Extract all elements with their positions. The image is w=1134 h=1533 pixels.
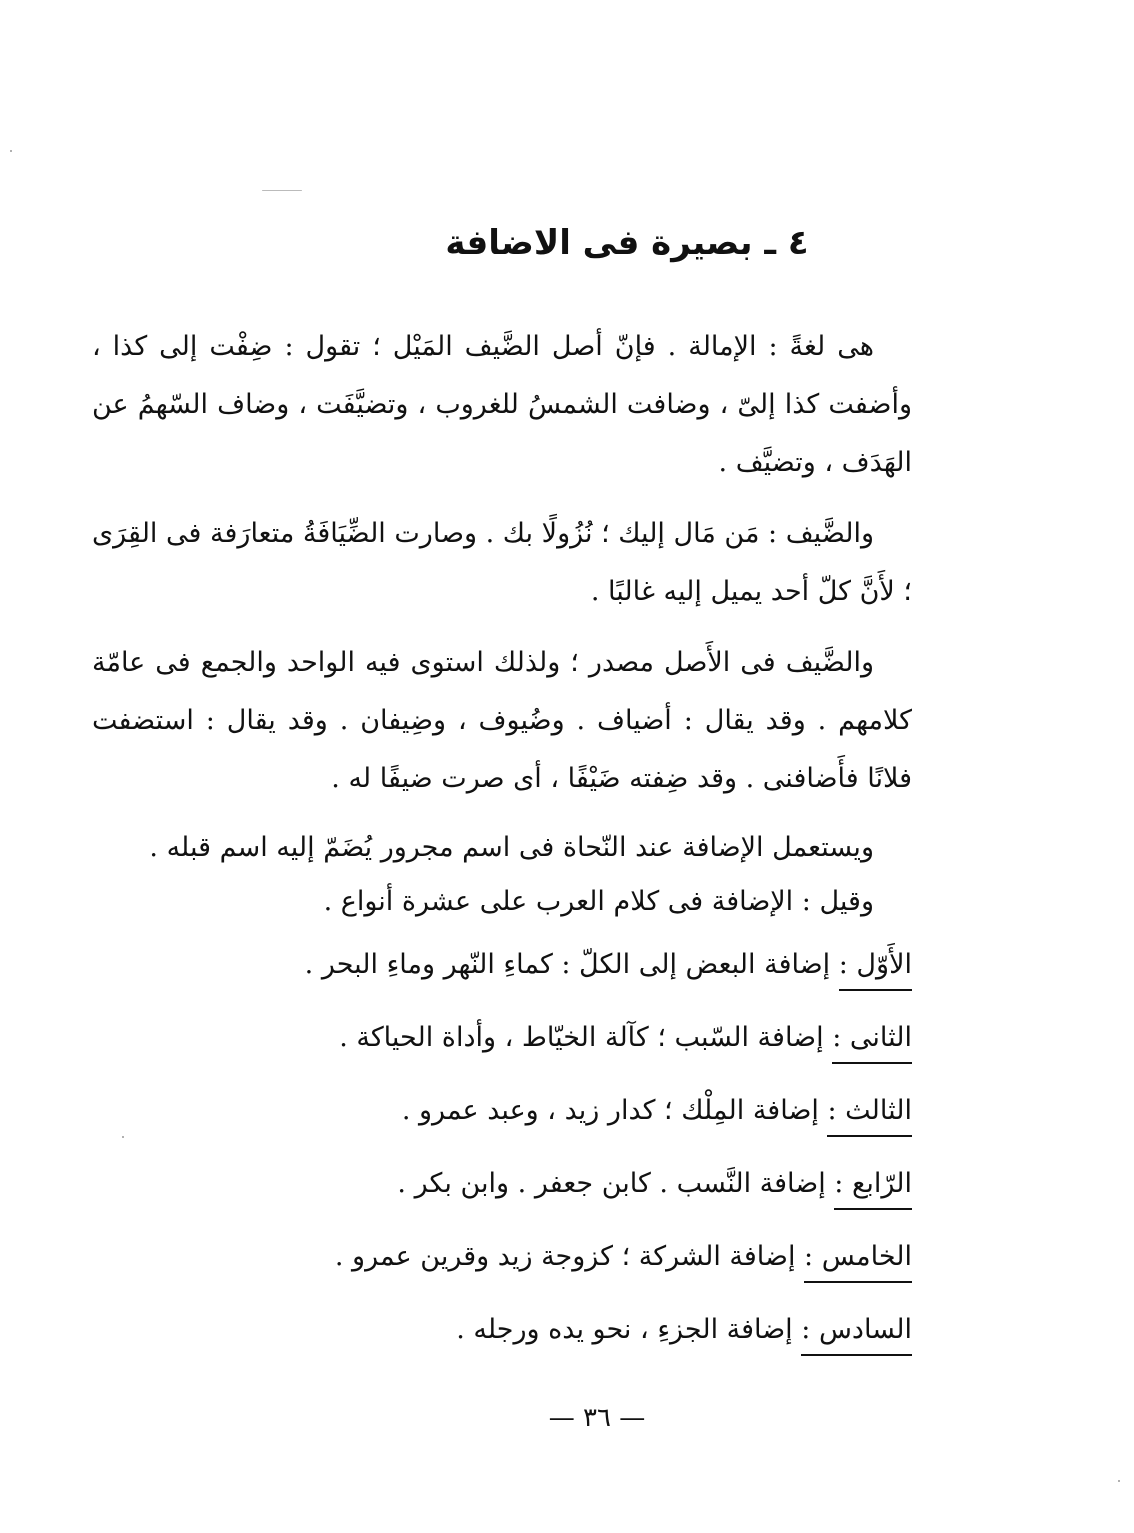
type-label: الثانى : [832, 1018, 912, 1064]
types-intro: وقيل : الإضافة فى كلام العرب على عشرة أنواع . [323, 886, 874, 917]
type-label: الخامس : [804, 1237, 912, 1283]
list-item [92, 935, 912, 1008]
list-item [92, 1154, 912, 1227]
page-number: — ٣٦ — [548, 1403, 646, 1433]
list-item [92, 1008, 912, 1081]
paragraph-guest: والضَّيف : مَن مَال إليك ؛ نُزُولًا بك . وصارت الضِّيَافَةُ متعارَفة فى القِرَى ؛ لأَنَّ كلّ أحد يميل إليه غالبًا . [92, 518, 912, 607]
type-text: إضافة الجزءِ ، نحو يده ورجله . [456, 1314, 793, 1345]
type-text: إضافة السّبب ؛ كآلة الخيّاط ، وأداة الحياكة . [339, 1022, 824, 1053]
type-text: إضافة المِلْك ؛ كدار زيد ، وعبد عمرو . [401, 1095, 819, 1126]
paragraph-grammar: ويستعمل الإضافة عند النّحاة فى اسم مجرور يُضَمّ إليه اسم قبله . [149, 832, 874, 863]
paragraph-definition: هى لغةً : الإمالة . فإنّ أصل الضَّيف المَيْل ؛ تقول : ضِفْت إلى كذا ، وأضفت كذا إلىّ ، وضافت الشمسُ للغروب ، وتضيَّفَت ، وضاف السّهمُ عن الهَدَف ، وتضيَّف . [92, 331, 912, 478]
type-text: إضافة النَّسب . كابن جعفر . وابن بكر . [397, 1168, 826, 1199]
scan-speck [1118, 1480, 1120, 1482]
scan-speck [262, 190, 302, 191]
type-label: الرّابع : [834, 1164, 912, 1210]
paragraph-origin: والضَّيف فى الأَصل مصدر ؛ ولذلك استوى فيه الواحد والجمع فى عامّة كلامهم . وقد يقال : أضياف . وضُيوف ، وضِيفان . وقد يقال : استضفت فلانًا فأَضافنى . وقد ضِفته ضَيْفًا ، أى صرت ضيفًا له . [92, 647, 912, 794]
type-text: إضافة الشركة ؛ كزوجة زيد وقرين عمرو . [334, 1241, 796, 1272]
section-heading: ٤ ـ بصيرة فى الاضافة [445, 223, 809, 263]
scan-speck [122, 1136, 124, 1138]
types-list [92, 935, 912, 1373]
list-item [92, 1227, 912, 1300]
type-label: السادس : [801, 1310, 912, 1356]
list-item [92, 1081, 912, 1154]
type-text: إضافة البعض إلى الكلّ : كماءِ النّهر وماءِ البحر . [304, 949, 831, 980]
scan-speck [10, 150, 12, 152]
list-item [92, 1300, 912, 1373]
section-body [92, 318, 912, 1373]
type-label: الثالث : [827, 1091, 912, 1137]
type-label: الأَوّل : [839, 945, 912, 991]
